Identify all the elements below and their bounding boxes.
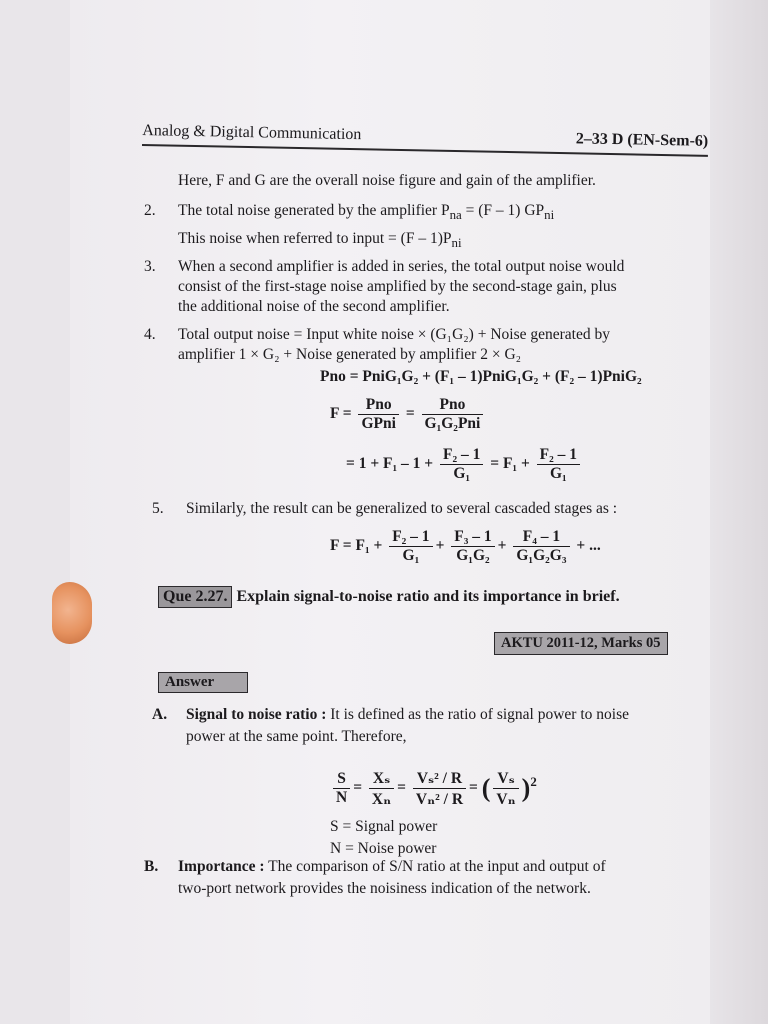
item-heading: Importance : (178, 858, 265, 875)
numerator: S (333, 770, 350, 789)
text-line: amplifier 1 × G₂ + Noise generated by amplifier 2 × G₂ (178, 346, 522, 363)
paren-close: ) (521, 773, 531, 803)
answer-item-b (144, 858, 606, 876)
formula-f-expanded (346, 446, 583, 483)
exponent: 2 (530, 773, 537, 789)
item-text: = (F – 1) GP (461, 202, 545, 219)
denominator: G₁ (453, 465, 471, 482)
subscript: na (449, 207, 462, 223)
denominator: G₁G₂G₃ (516, 547, 567, 564)
numerator: Vₛ (493, 768, 518, 789)
formula-text: = F₁ + (490, 455, 530, 473)
fraction (440, 446, 483, 483)
item-text: When a second amplifier is added in series, the total output noise would (178, 258, 625, 275)
denominator: Xₙ (371, 791, 392, 808)
denominator: Vₙ (496, 791, 516, 808)
thumb (52, 582, 92, 644)
list-item-5 (152, 500, 617, 518)
numerator: Pno (422, 396, 484, 415)
numerator: Pno (358, 396, 398, 415)
formula-f: F = $\frac{\text{Pno}}{\text{GPni}}$ = $\frac{\text{Pno}}{\text{G₁G₂Pni}}$ (330, 396, 486, 433)
definition-n: N = Noise power (330, 840, 437, 857)
item-heading: Signal to noise ratio : (186, 706, 327, 723)
fraction (369, 768, 394, 809)
fraction (493, 768, 518, 809)
formula-snr: $\frac{S}{N}$ = $\frac{\text{Xₛ}}{\text{Xₙ}}$ = $\frac{\text{Vₛ² / R}}{\text{Vₙ² / R}}$ = ( $\frac{\text{Vₛ}}{\text{Vₙ}}$ )$^2$ (330, 768, 537, 809)
denominator: G₁G₂Pni (424, 415, 481, 432)
page-edge (710, 0, 768, 1024)
formula-cascaded: F = F₁ + $\frac{\text{F₂ – 1}}{\text{G₁}}$ + $\frac{\text{F₃ – 1}}{\text{G₁G₂}}$ + $\frac{\text{F₄ – 1}}{\text{G₁G₂G₃}}$ + ... (330, 528, 601, 564)
item-number: 4. (144, 326, 156, 343)
paren-open: ( (481, 773, 491, 803)
question (158, 586, 620, 608)
item-number: 3. (144, 258, 156, 275)
item-text: The comparison of S/N ratio at the input and output of (264, 858, 606, 875)
fraction (537, 446, 580, 483)
subscript: ni (544, 207, 555, 223)
numerator: F₃ – 1 (451, 528, 494, 547)
text-line: Here, F and G are the overall noise figure and gain of the amplifier. (178, 172, 596, 189)
subscript: ni (451, 235, 462, 251)
list-item-3 (144, 258, 624, 276)
denominator: G₁ (402, 547, 420, 564)
text-line: the additional noise of the second amplifier. (178, 298, 450, 315)
item-text: This noise when referred to input = (F – 1)P (178, 230, 452, 247)
denominator: G₁G₂ (456, 547, 490, 564)
header-page-number: 2–33 D (EN-Sem-6) (575, 130, 709, 150)
numerator: F₂ – 1 (440, 446, 483, 465)
item-text: The total noise generated by the amplifier P (178, 202, 450, 219)
definition-s: S = Signal power (330, 818, 438, 835)
list-item-4 (144, 326, 610, 344)
fraction (413, 768, 466, 809)
item-text: Similarly, the result can be generalized to several cascaded stages as : (186, 500, 618, 517)
formula-text: F = (330, 405, 352, 423)
fraction (451, 528, 494, 565)
list-item-2 (144, 202, 554, 223)
text-line: consist of the first-stage noise amplified by the second-stage gain, plus (178, 278, 617, 295)
fraction (358, 396, 398, 433)
denominator: GPni (361, 415, 396, 432)
question-text: Explain signal-to-noise ratio and its importance in brief. (236, 588, 620, 605)
fraction (513, 528, 569, 565)
text-line: two-port network provides the noisiness indication of the network. (178, 880, 591, 897)
numerator: F₂ – 1 (537, 446, 580, 465)
exam-reference-badge: AKTU 2011-12, Marks 05 (494, 632, 668, 655)
denominator: N (336, 789, 348, 806)
fraction (422, 396, 484, 433)
header-title: Analog & Digital Communication (142, 122, 362, 144)
question-badge: Que 2.27. (158, 586, 232, 608)
item-number: 5. (152, 500, 164, 517)
answer-label: Answer (158, 672, 248, 693)
item-text: It is defined as the ratio of signal power to noise (326, 706, 629, 723)
numerator: Vₛ² / R (413, 768, 466, 789)
formula-text: + ... (576, 537, 601, 555)
answer-item-a (152, 706, 629, 724)
text-line: power at the same point. Therefore, (186, 728, 407, 745)
formula-text: = 1 + F₁ – 1 + (346, 455, 434, 473)
item-number: A. (152, 706, 168, 723)
numerator: Xₛ (369, 768, 394, 789)
item-number: B. (144, 858, 159, 875)
fraction (333, 770, 350, 807)
formula-text: F = F₁ + (330, 537, 383, 555)
numerator: F₄ – 1 (513, 528, 569, 547)
numerator: F₂ – 1 (389, 528, 432, 547)
denominator: Vₙ² / R (415, 791, 464, 808)
denominator: G₁ (549, 465, 567, 482)
item-text: Total output noise = Input white noise × (G₁G₂) + Noise generated by (178, 326, 610, 343)
fraction (389, 528, 432, 565)
formula-pno: Pno = PniG₁G₂ + (F₁ – 1)PniG₁G₂ + (F₂ – 1)PniG₂ (320, 368, 642, 385)
item-number: 2. (144, 202, 156, 219)
text-line (178, 230, 462, 251)
